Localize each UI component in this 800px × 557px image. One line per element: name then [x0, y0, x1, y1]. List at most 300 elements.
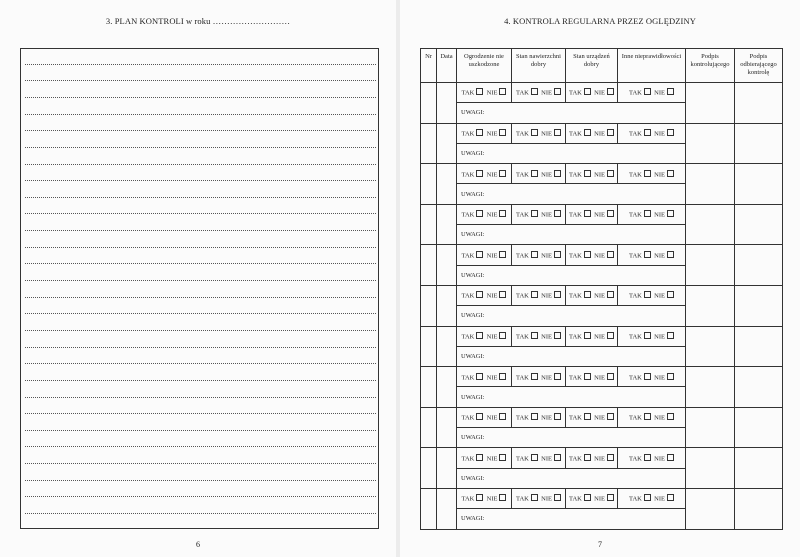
yes-label: TAK	[629, 414, 642, 422]
yes-checkbox[interactable]	[584, 88, 591, 95]
remarks-cell[interactable]	[457, 346, 686, 366]
no-checkbox[interactable]	[607, 210, 614, 217]
yes-label: TAK	[516, 495, 529, 503]
remarks-cell[interactable]	[457, 184, 686, 204]
no-checkbox[interactable]	[499, 413, 506, 420]
yes-no-cell	[457, 326, 512, 346]
yes-checkbox[interactable]	[584, 494, 591, 501]
date-cell[interactable]	[437, 83, 457, 124]
no-checkbox[interactable]	[607, 373, 614, 380]
receiver-signature-cell[interactable]	[735, 448, 783, 489]
date-cell[interactable]	[437, 407, 457, 448]
yes-checkbox[interactable]	[644, 454, 651, 461]
yes-label: TAK	[569, 495, 582, 503]
ruled-line	[25, 463, 376, 464]
yes-no-cell	[512, 164, 566, 184]
yes-no-cell	[512, 245, 566, 265]
yes-no-cell	[566, 164, 618, 184]
no-checkbox[interactable]	[667, 413, 674, 420]
no-checkbox[interactable]	[499, 129, 506, 136]
no-checkbox[interactable]	[607, 88, 614, 95]
yes-label: TAK	[516, 292, 529, 300]
remarks-cell[interactable]	[457, 387, 686, 407]
no-label: NIE	[594, 292, 605, 300]
yes-label: TAK	[629, 495, 642, 503]
no-checkbox[interactable]	[554, 332, 561, 339]
ruled-line	[25, 313, 376, 314]
yes-checkbox[interactable]	[644, 494, 651, 501]
col-header-receiver-signature: Podpis odbierającego kontrolę	[735, 49, 783, 83]
no-checkbox[interactable]	[499, 170, 506, 177]
yes-checkbox[interactable]	[531, 413, 538, 420]
yes-label: TAK	[516, 414, 529, 422]
yes-no-cell	[618, 488, 686, 508]
date-cell[interactable]	[437, 245, 457, 286]
no-label: NIE	[541, 89, 552, 97]
yes-checkbox[interactable]	[584, 210, 591, 217]
yes-no-cell	[512, 285, 566, 305]
no-label: NIE	[654, 89, 665, 97]
page-number-left: 6	[196, 540, 200, 549]
no-label: NIE	[486, 130, 498, 138]
yes-label: TAK	[461, 211, 475, 219]
table-row	[421, 448, 783, 468]
yes-label: TAK	[516, 455, 529, 463]
ruled-line	[25, 64, 376, 65]
ruled-line	[25, 496, 376, 497]
yes-no-cell	[566, 285, 618, 305]
remarks-label: UWAGI:	[461, 271, 485, 279]
yes-checkbox[interactable]	[476, 494, 483, 501]
yes-label: TAK	[516, 130, 529, 138]
yes-checkbox[interactable]	[644, 210, 651, 217]
yes-checkbox[interactable]	[476, 210, 483, 217]
no-checkbox[interactable]	[554, 494, 561, 501]
yes-label: TAK	[569, 171, 582, 179]
date-cell[interactable]	[437, 488, 457, 529]
no-label: NIE	[486, 292, 498, 300]
col-header-inspector-signature: Podpis kontrolującego	[686, 49, 735, 83]
ruled-line	[25, 263, 376, 264]
inspector-signature-cell[interactable]	[686, 407, 735, 448]
no-checkbox[interactable]	[667, 454, 674, 461]
no-label: NIE	[541, 252, 552, 260]
no-label: NIE	[594, 414, 605, 422]
no-checkbox[interactable]	[499, 494, 506, 501]
ruled-line	[25, 213, 376, 214]
table-row	[421, 83, 783, 103]
yes-checkbox[interactable]	[644, 88, 651, 95]
ruled-line	[25, 80, 376, 81]
yes-checkbox[interactable]	[584, 454, 591, 461]
receiver-signature-cell[interactable]	[735, 367, 783, 408]
yes-label: TAK	[461, 292, 475, 300]
yes-label: TAK	[516, 374, 529, 382]
yes-no-cell	[457, 285, 512, 305]
page-number-right: 7	[598, 540, 602, 549]
inspector-signature-cell[interactable]	[686, 83, 735, 124]
yes-no-cell	[566, 245, 618, 265]
inspector-signature-cell[interactable]	[686, 367, 735, 408]
yes-checkbox[interactable]	[644, 170, 651, 177]
plan-ruled-box	[20, 48, 379, 529]
no-label: NIE	[541, 455, 552, 463]
date-cell[interactable]	[437, 367, 457, 408]
ruled-line	[25, 347, 376, 348]
no-label: NIE	[654, 292, 665, 300]
yes-checkbox[interactable]	[644, 413, 651, 420]
ruled-line	[25, 280, 376, 281]
no-label: NIE	[486, 374, 498, 382]
remarks-cell[interactable]	[457, 143, 686, 163]
yes-label: TAK	[629, 292, 642, 300]
inspector-signature-cell[interactable]	[686, 488, 735, 529]
no-label: NIE	[486, 333, 498, 341]
no-label: NIE	[486, 414, 498, 422]
yes-no-cell	[457, 164, 512, 184]
yes-label: TAK	[629, 89, 642, 97]
yes-label: TAK	[569, 252, 582, 260]
yes-checkbox[interactable]	[644, 129, 651, 136]
ruled-line	[25, 330, 376, 331]
yes-no-cell	[457, 488, 512, 508]
no-checkbox[interactable]	[554, 251, 561, 258]
yes-no-cell	[618, 164, 686, 184]
yes-label: TAK	[569, 414, 582, 422]
nr-cell[interactable]	[421, 285, 437, 326]
no-label: NIE	[654, 211, 665, 219]
yes-no-cell	[566, 407, 618, 427]
yes-label: TAK	[516, 252, 529, 260]
yes-label: TAK	[461, 495, 475, 503]
inspector-signature-cell[interactable]	[686, 448, 735, 489]
table-row	[421, 407, 783, 427]
nr-cell[interactable]	[421, 326, 437, 367]
date-cell[interactable]	[437, 204, 457, 245]
remarks-label: UWAGI:	[461, 150, 485, 158]
yes-no-cell	[512, 123, 566, 143]
remarks-label: UWAGI:	[461, 231, 485, 239]
ruled-line	[25, 197, 376, 198]
yes-checkbox[interactable]	[584, 291, 591, 298]
yes-no-cell	[512, 488, 566, 508]
yes-checkbox[interactable]	[476, 291, 483, 298]
no-checkbox[interactable]	[554, 210, 561, 217]
no-checkbox[interactable]	[667, 332, 674, 339]
yes-checkbox[interactable]	[476, 251, 483, 258]
yes-checkbox[interactable]	[584, 413, 591, 420]
no-label: NIE	[594, 130, 605, 138]
no-label: NIE	[486, 455, 498, 463]
no-checkbox[interactable]	[554, 454, 561, 461]
inspector-signature-cell[interactable]	[686, 123, 735, 164]
no-checkbox[interactable]	[607, 413, 614, 420]
no-label: NIE	[654, 374, 665, 382]
yes-no-cell	[566, 83, 618, 103]
yes-checkbox[interactable]	[584, 129, 591, 136]
nr-cell[interactable]	[421, 164, 437, 205]
remarks-cell[interactable]	[457, 306, 686, 326]
remarks-label: UWAGI:	[461, 515, 485, 523]
plan-title: 3. PLAN KONTROLI w roku ………………………	[105, 16, 291, 26]
receiver-signature-cell[interactable]	[735, 83, 783, 124]
yes-checkbox[interactable]	[476, 170, 483, 177]
yes-label: TAK	[516, 333, 529, 341]
yes-checkbox[interactable]	[476, 332, 483, 339]
remarks-cell[interactable]	[457, 103, 686, 123]
yes-checkbox[interactable]	[531, 251, 538, 258]
col-header-other: Inne nieprawidłowości	[618, 49, 686, 83]
remarks-label: UWAGI:	[461, 393, 485, 401]
yes-label: TAK	[461, 130, 475, 138]
inspector-signature-cell[interactable]	[686, 204, 735, 245]
no-checkbox[interactable]	[607, 170, 614, 177]
date-cell[interactable]	[437, 164, 457, 205]
receiver-signature-cell[interactable]	[735, 488, 783, 529]
no-checkbox[interactable]	[554, 413, 561, 420]
yes-label: TAK	[461, 171, 475, 179]
no-checkbox[interactable]	[667, 373, 674, 380]
yes-label: TAK	[629, 333, 642, 341]
no-label: NIE	[541, 374, 552, 382]
ruled-line	[25, 480, 376, 481]
yes-no-cell	[457, 204, 512, 224]
remarks-cell[interactable]	[457, 265, 686, 285]
no-checkbox[interactable]	[607, 129, 614, 136]
yes-no-cell	[618, 285, 686, 305]
yes-no-cell	[618, 245, 686, 265]
yes-checkbox[interactable]	[531, 170, 538, 177]
yes-label: TAK	[569, 211, 582, 219]
yes-checkbox[interactable]	[531, 373, 538, 380]
table-row	[421, 326, 783, 346]
date-cell[interactable]	[437, 448, 457, 489]
no-label: NIE	[594, 333, 605, 341]
no-label: NIE	[654, 455, 665, 463]
yes-label: TAK	[516, 171, 529, 179]
yes-no-cell	[512, 367, 566, 387]
nr-cell[interactable]	[421, 123, 437, 164]
remarks-label: UWAGI:	[461, 312, 485, 320]
yes-no-cell	[618, 367, 686, 387]
no-label: NIE	[594, 252, 605, 260]
table-row	[421, 123, 783, 143]
yes-label: TAK	[629, 455, 642, 463]
no-checkbox[interactable]	[667, 251, 674, 258]
ruled-line	[25, 147, 376, 148]
no-checkbox[interactable]	[499, 251, 506, 258]
no-checkbox[interactable]	[607, 291, 614, 298]
yes-checkbox[interactable]	[644, 291, 651, 298]
date-cell[interactable]	[437, 123, 457, 164]
nr-cell[interactable]	[421, 83, 437, 124]
no-checkbox[interactable]	[667, 494, 674, 501]
remarks-label: UWAGI:	[461, 474, 485, 482]
receiver-signature-cell[interactable]	[735, 407, 783, 448]
no-label: NIE	[541, 130, 552, 138]
receiver-signature-cell[interactable]	[735, 123, 783, 164]
inspector-signature-cell[interactable]	[686, 164, 735, 205]
no-checkbox[interactable]	[607, 332, 614, 339]
no-checkbox[interactable]	[554, 129, 561, 136]
no-label: NIE	[654, 333, 665, 341]
nr-cell[interactable]	[421, 245, 437, 286]
yes-no-cell	[457, 407, 512, 427]
no-checkbox[interactable]	[607, 454, 614, 461]
yes-checkbox[interactable]	[476, 454, 483, 461]
no-label: NIE	[654, 171, 665, 179]
no-label: NIE	[594, 211, 605, 219]
yes-checkbox[interactable]	[644, 373, 651, 380]
nr-cell[interactable]	[421, 448, 437, 489]
remarks-cell[interactable]	[457, 225, 686, 245]
yes-label: TAK	[629, 374, 642, 382]
yes-label: TAK	[569, 455, 582, 463]
receiver-signature-cell[interactable]	[735, 285, 783, 326]
left-page	[0, 0, 396, 557]
no-checkbox[interactable]	[554, 373, 561, 380]
inspector-signature-cell[interactable]	[686, 245, 735, 286]
inspector-signature-cell[interactable]	[686, 285, 735, 326]
table-row	[421, 488, 783, 508]
no-checkbox[interactable]	[499, 454, 506, 461]
no-checkbox[interactable]	[667, 129, 674, 136]
nr-cell[interactable]	[421, 488, 437, 529]
no-checkbox[interactable]	[499, 210, 506, 217]
yes-label: TAK	[569, 89, 582, 97]
col-header-fence: Ogrodzenie nie uszkodzone	[457, 49, 512, 83]
no-label: NIE	[541, 414, 552, 422]
yes-checkbox[interactable]	[644, 332, 651, 339]
no-label: NIE	[654, 130, 665, 138]
yes-no-cell	[566, 367, 618, 387]
no-checkbox[interactable]	[499, 291, 506, 298]
no-checkbox[interactable]	[667, 88, 674, 95]
yes-label: TAK	[461, 414, 475, 422]
yes-checkbox[interactable]	[476, 373, 483, 380]
yes-checkbox[interactable]	[531, 494, 538, 501]
receiver-signature-cell[interactable]	[735, 326, 783, 367]
no-label: NIE	[486, 495, 498, 503]
yes-checkbox[interactable]	[584, 251, 591, 258]
nr-cell[interactable]	[421, 367, 437, 408]
yes-no-cell	[566, 123, 618, 143]
remarks-cell[interactable]	[457, 468, 686, 488]
ruled-line	[25, 430, 376, 431]
no-label: NIE	[541, 292, 552, 300]
yes-label: TAK	[461, 333, 475, 341]
receiver-signature-cell[interactable]	[735, 164, 783, 205]
ruled-line	[25, 297, 376, 298]
no-label: NIE	[594, 455, 605, 463]
yes-no-cell	[566, 204, 618, 224]
yes-no-cell	[512, 326, 566, 346]
yes-checkbox[interactable]	[584, 373, 591, 380]
no-checkbox[interactable]	[499, 373, 506, 380]
no-checkbox[interactable]	[667, 210, 674, 217]
no-checkbox[interactable]	[499, 332, 506, 339]
yes-label: TAK	[461, 455, 475, 463]
yes-checkbox[interactable]	[531, 210, 538, 217]
ruled-line	[25, 164, 376, 165]
yes-checkbox[interactable]	[531, 129, 538, 136]
no-checkbox[interactable]	[554, 170, 561, 177]
no-checkbox[interactable]	[667, 291, 674, 298]
ruled-line	[25, 413, 376, 414]
nr-cell[interactable]	[421, 407, 437, 448]
yes-checkbox[interactable]	[584, 170, 591, 177]
table-row	[421, 285, 783, 305]
no-label: NIE	[541, 495, 552, 503]
yes-checkbox[interactable]	[644, 251, 651, 258]
no-checkbox[interactable]	[607, 494, 614, 501]
yes-no-cell	[457, 123, 512, 143]
no-label: NIE	[486, 171, 498, 179]
ruled-line	[25, 363, 376, 364]
yes-checkbox[interactable]	[531, 332, 538, 339]
no-checkbox[interactable]	[667, 170, 674, 177]
remarks-cell[interactable]	[457, 509, 686, 529]
ruled-line	[25, 130, 376, 131]
yes-checkbox[interactable]	[584, 332, 591, 339]
yes-label: TAK	[461, 89, 475, 97]
yes-no-cell	[566, 326, 618, 346]
remarks-label: UWAGI:	[461, 190, 485, 198]
yes-checkbox[interactable]	[476, 88, 483, 95]
yes-label: TAK	[629, 130, 642, 138]
yes-checkbox[interactable]	[476, 413, 483, 420]
yes-label: TAK	[461, 252, 475, 260]
yes-no-cell	[618, 204, 686, 224]
col-header-nr: Nr	[421, 49, 437, 83]
date-cell[interactable]	[437, 285, 457, 326]
no-label: NIE	[486, 89, 498, 97]
yes-no-cell	[512, 448, 566, 468]
no-checkbox[interactable]	[499, 88, 506, 95]
yes-label: TAK	[629, 171, 642, 179]
date-cell[interactable]	[437, 326, 457, 367]
no-label: NIE	[594, 374, 605, 382]
no-label: NIE	[654, 495, 665, 503]
yes-checkbox[interactable]	[476, 129, 483, 136]
no-label: NIE	[654, 414, 665, 422]
yes-no-cell	[618, 123, 686, 143]
yes-checkbox[interactable]	[531, 454, 538, 461]
no-checkbox[interactable]	[554, 88, 561, 95]
receiver-signature-cell[interactable]	[735, 204, 783, 245]
yes-no-cell	[457, 367, 512, 387]
ruled-line	[25, 446, 376, 447]
no-label: NIE	[594, 89, 605, 97]
no-checkbox[interactable]	[607, 251, 614, 258]
ruled-line	[25, 380, 376, 381]
yes-checkbox[interactable]	[531, 88, 538, 95]
yes-checkbox[interactable]	[531, 291, 538, 298]
no-label: NIE	[486, 252, 498, 260]
inspector-signature-cell[interactable]	[686, 326, 735, 367]
col-header-date: Data	[437, 49, 457, 83]
table-row	[421, 204, 783, 224]
table-row	[421, 245, 783, 265]
receiver-signature-cell[interactable]	[735, 245, 783, 286]
yes-label: TAK	[461, 374, 475, 382]
nr-cell[interactable]	[421, 204, 437, 245]
yes-label: TAK	[516, 89, 529, 97]
table-row	[421, 367, 783, 387]
no-checkbox[interactable]	[554, 291, 561, 298]
remarks-cell[interactable]	[457, 428, 686, 448]
no-label: NIE	[654, 252, 665, 260]
